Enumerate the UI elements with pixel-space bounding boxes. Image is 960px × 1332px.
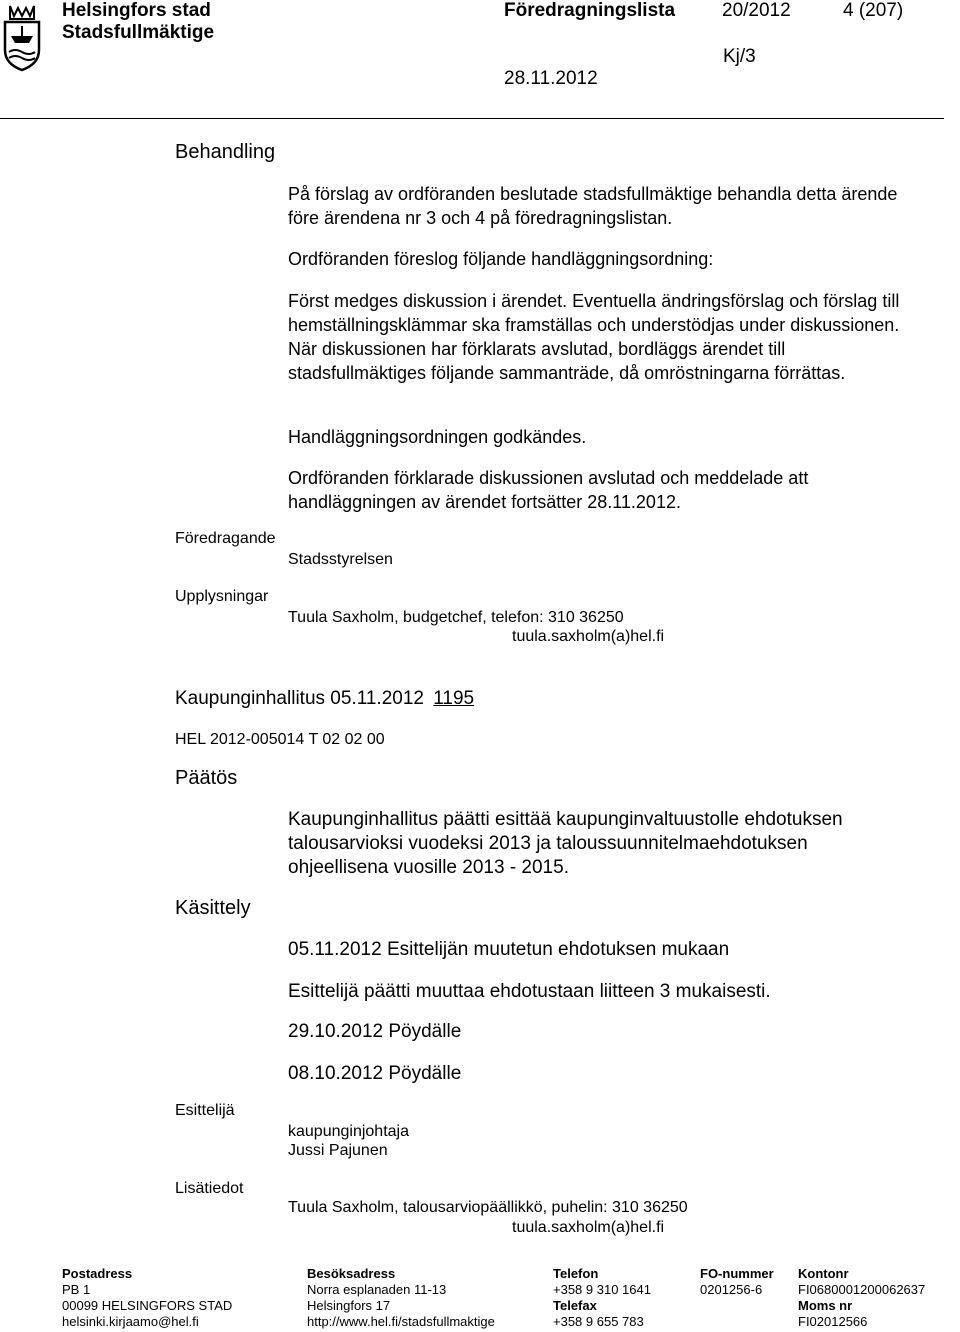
footer-account-number: FI0680001200062637 bbox=[798, 1282, 926, 1297]
lisatiedot-email: tuula.saxholm(a)hel.fi bbox=[512, 1219, 665, 1236]
footer-postal-head: Postadress bbox=[62, 1266, 133, 1281]
esittelija-title: kaupunginjohtaja bbox=[288, 1123, 409, 1140]
footer-vat-number: FI02012566 bbox=[798, 1314, 868, 1329]
kh-reference: HEL 2012-005014 T 02 02 00 bbox=[175, 731, 385, 748]
behandling-heading: Behandling bbox=[175, 141, 276, 163]
footer-business-id-value: 0201256-6 bbox=[700, 1282, 763, 1297]
footer-account-head: Kontonr bbox=[798, 1266, 849, 1281]
lisatiedot-contact: Tuula Saxholm, talousarviopäällikkö, puhelin: 310 36250 bbox=[288, 1199, 688, 1216]
paatos-text: Kaupunginhallitus päätti esittää kaupunginvaltuustolle ehdotuksen talousarvioksi vuodeksi 2013 ja taloussuunnitelmaehdotuksen ohjeellisena vuosille 2013 - 2015. bbox=[288, 809, 843, 878]
foredragande-label: Föredragande bbox=[175, 530, 276, 547]
footer-postal-city: 00099 HELSINGFORS STAD bbox=[62, 1298, 233, 1313]
header-page: 4 (207) bbox=[843, 0, 904, 21]
lisatiedot-label: Lisätiedot bbox=[175, 1180, 244, 1197]
esittelija-label: Esittelijä bbox=[175, 1102, 235, 1119]
footer-vat-head: Moms nr bbox=[798, 1298, 853, 1313]
footer-website: http://www.hel.fi/stadsfullmaktige bbox=[307, 1314, 495, 1329]
footer-email: helsinki.kirjaamo@hel.fi bbox=[62, 1314, 199, 1329]
behandling-paragraph-3: Först medges diskussion i ärendet. Eventuella ändringsförslag och förslag till hemställningsklämmar ska framställas och understödjas under diskussionen. När diskussionen har förklarats avslutad, bordläggs ärendet till stadsfullmäktiges följande sammanträde, då omröstningarna förrättas. bbox=[288, 291, 900, 383]
kasittely-line-2: Esittelijä päätti muuttaa ehdotustaan liitteen 3 mukaisesti. bbox=[288, 981, 771, 1002]
esittelija-name: Jussi Pajunen bbox=[288, 1142, 388, 1159]
footer-phone-head: Telefon bbox=[553, 1266, 599, 1281]
header-date: 28.11.2012 bbox=[504, 68, 598, 89]
behandling-paragraph-2: Ordföranden föreslog följande handläggningsordning: bbox=[288, 249, 714, 269]
header-org: Helsingfors stad bbox=[62, 0, 211, 21]
kh-title-date: Kaupunginhallitus 05.11.2012 bbox=[175, 688, 424, 709]
header-rule bbox=[0, 118, 944, 119]
helsinki-coat-of-arms-logo bbox=[2, 2, 42, 72]
kasittely-line-1: 05.11.2012 Esittelijän muutetun ehdotuksen mukaan bbox=[288, 939, 730, 960]
foredragande-value: Stadsstyrelsen bbox=[288, 551, 393, 568]
footer-fax-head: Telefax bbox=[553, 1298, 597, 1313]
footer-visit-head: Besöksadress bbox=[307, 1266, 396, 1281]
footer-phone bbox=[553, 1266, 651, 1330]
upplysningar-email: tuula.saxholm(a)hel.fi bbox=[512, 628, 665, 645]
footer-account bbox=[798, 1266, 925, 1330]
footer-visit bbox=[307, 1266, 495, 1330]
behandling-paragraph-4: Handläggningsordningen godkändes. bbox=[288, 427, 587, 447]
kh-title bbox=[175, 688, 474, 710]
paatos-label: Päätös bbox=[175, 767, 238, 789]
footer-visit-city: Helsingfors 17 bbox=[307, 1298, 391, 1313]
footer-postal-box: PB 1 bbox=[62, 1282, 91, 1297]
kasittely-label: Käsittely bbox=[175, 897, 251, 919]
footer-postal bbox=[62, 1266, 232, 1330]
upplysningar-contact: Tuula Saxholm, budgetchef, telefon: 310 36250 bbox=[288, 609, 624, 626]
footer-business-id bbox=[700, 1266, 774, 1298]
upplysningar-label: Upplysningar bbox=[175, 588, 269, 605]
footer-phone-number: +358 9 310 1641 bbox=[553, 1282, 651, 1297]
footer-visit-street: Norra esplanaden 11-13 bbox=[307, 1282, 447, 1297]
kasittely-line-3: 29.10.2012 Pöydälle bbox=[288, 1021, 462, 1042]
header-list-title: Föredragningslista bbox=[504, 0, 676, 21]
behandling-paragraph-1: På förslag av ordföranden beslutade stadsfullmäktige behandla detta ärende före ärendena nr 3 och 4 på föredragningslistan. bbox=[288, 184, 898, 228]
kh-section-number: 1195 bbox=[433, 688, 475, 709]
header-list-number: 20/2012 bbox=[722, 0, 791, 21]
header-item: Kj/3 bbox=[723, 46, 756, 67]
footer-fax-number: +358 9 655 783 bbox=[553, 1314, 644, 1329]
kasittely-line-4: 08.10.2012 Pöydälle bbox=[288, 1063, 462, 1084]
header-body: Stadsfullmäktige bbox=[62, 22, 215, 43]
footer-business-id-head: FO-nummer bbox=[700, 1266, 774, 1281]
behandling-paragraph-5: Ordföranden förklarade diskussionen avslutad och meddelade att handläggningen av ärendet fortsätter 28.11.2012. bbox=[288, 468, 809, 512]
